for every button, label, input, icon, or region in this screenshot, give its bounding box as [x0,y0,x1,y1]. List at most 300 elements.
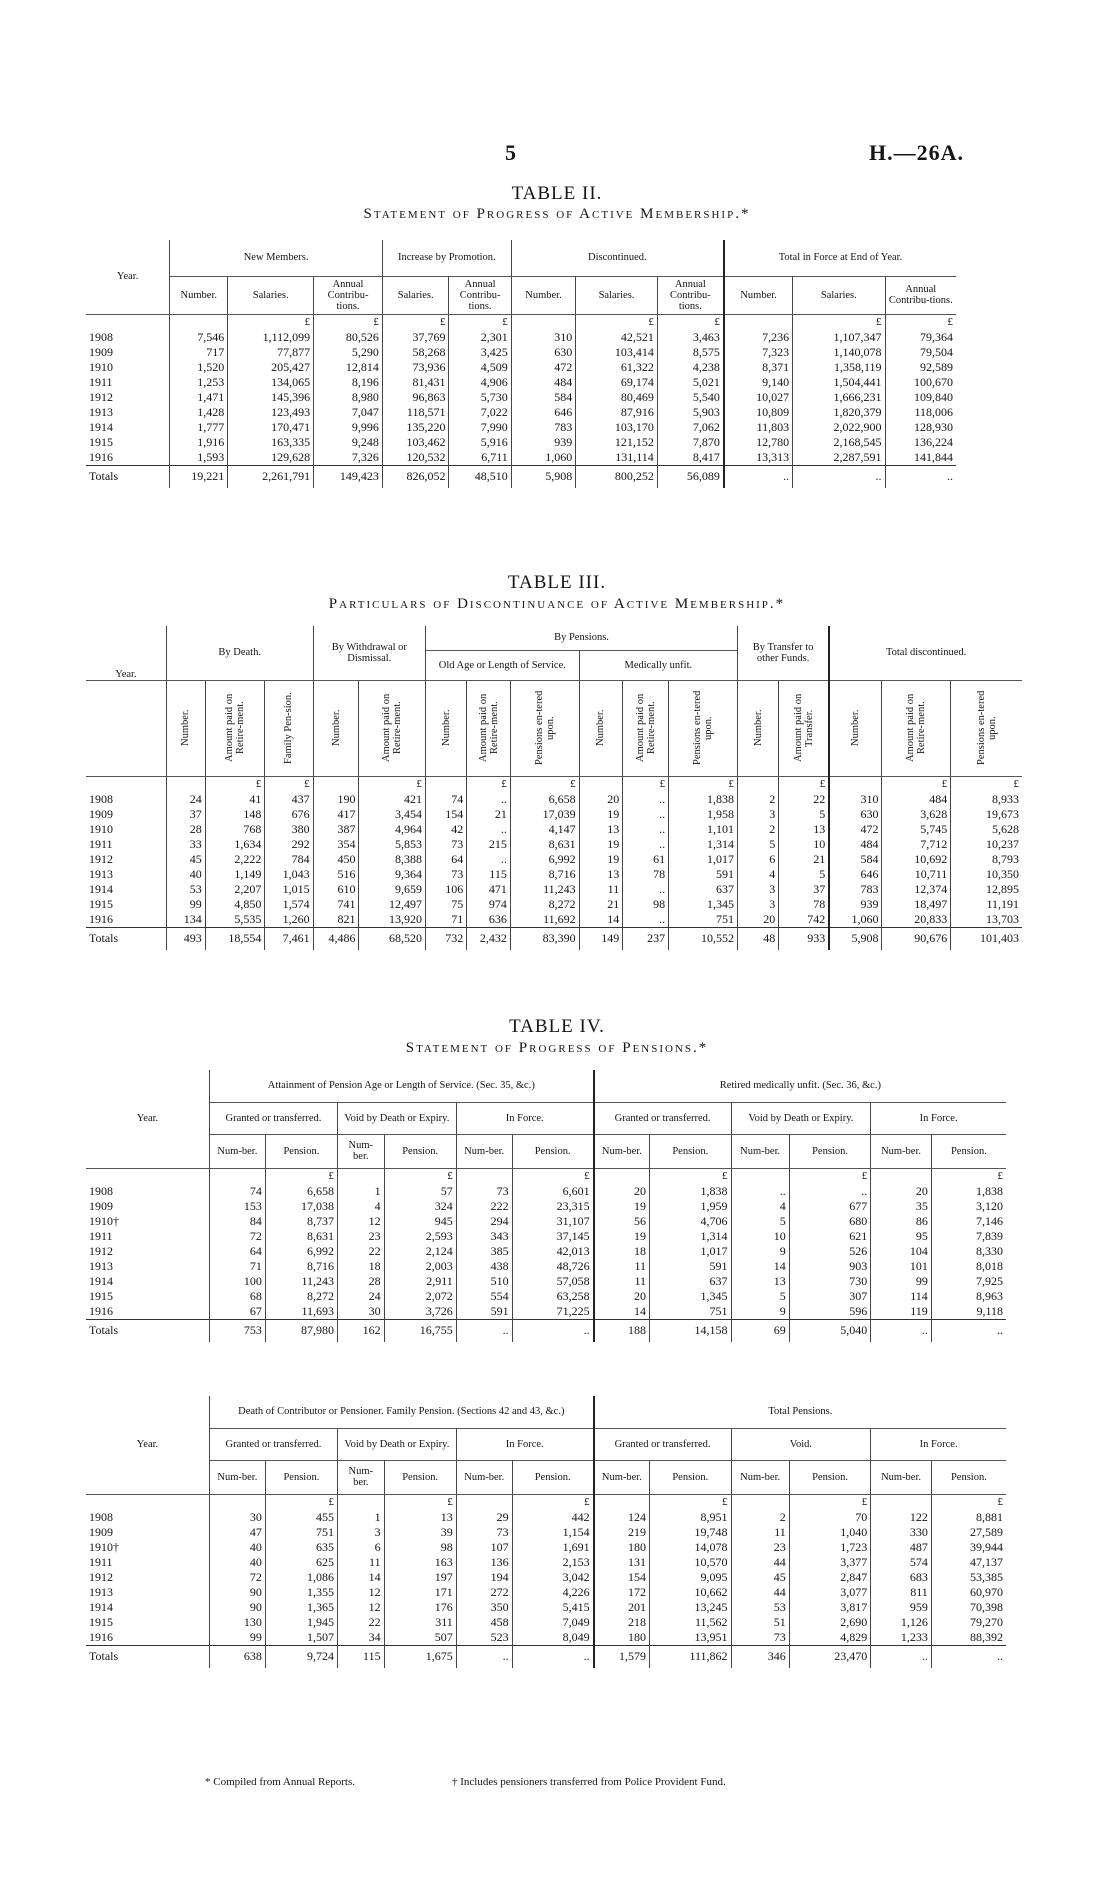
granted-header: Granted or transferred. [209,1102,337,1134]
total-cell: 346 [731,1645,789,1668]
data-cell: 9,364 [359,867,426,882]
data-cell: 47 [209,1525,265,1540]
promotion-header: Increase by Promotion. [382,240,511,276]
table-row [86,1555,1006,1570]
table-row [86,450,956,466]
data-cell: 4,850 [205,897,265,912]
total-cell: .. [456,1645,512,1668]
data-cell: 79,270 [931,1615,1006,1630]
data-cell: 1,345 [650,1289,732,1304]
pensions-entered-header: Pensions en-tered upon. [533,690,556,766]
total-cell: 149,423 [314,465,383,488]
data-cell: 5 [731,1214,789,1229]
attainment-header: Attainment of Pension Age or Length of Service. (Sec. 35, &c.) [209,1070,593,1102]
data-cell: 148 [205,807,265,822]
data-cell: 154 [425,807,466,822]
table-2 [86,240,956,488]
data-cell: 163,335 [228,435,314,450]
pound-sign: £ [657,314,724,330]
data-cell: 84 [209,1214,265,1229]
table-3-title: TABLE III. [507,572,607,593]
data-cell: 20 [579,792,623,807]
data-cell: 1,838 [669,792,738,807]
data-cell: 421 [359,792,426,807]
data-cell: 118,571 [382,405,449,420]
data-cell: 27,589 [931,1525,1006,1540]
data-cell: 10,662 [650,1585,732,1600]
data-cell: 625 [265,1555,337,1570]
total-pensions-header: Total Pensions. [594,1396,1006,1428]
data-cell: 939 [829,897,882,912]
total-cell: 5,908 [829,927,882,950]
data-cell: 5,415 [512,1600,594,1615]
total-cell: 1,675 [384,1645,456,1668]
data-cell: 472 [829,822,882,837]
data-cell: 12,497 [359,897,426,912]
data-cell: 324 [384,1199,456,1214]
data-cell: 222 [456,1199,512,1214]
data-cell: 99 [871,1274,932,1289]
table-3-body [86,776,1022,950]
number-header: Num-ber. [594,1460,650,1494]
data-cell: 20 [871,1184,932,1199]
pound-sign: £ [265,1494,337,1510]
data-cell: 311 [384,1615,456,1630]
data-cell: 53 [731,1600,789,1615]
data-cell: 7,146 [931,1214,1006,1229]
year-cell: 1916 [89,1629,113,1644]
table-2-body [86,314,956,488]
data-cell: 9 [731,1244,789,1259]
data-cell: 7,990 [449,420,511,435]
year-cell: 1915 [89,896,113,911]
data-cell: .. [789,1184,871,1199]
data-cell: 1,507 [265,1630,337,1646]
data-cell: 437 [265,792,313,807]
currency-row [86,314,956,330]
data-cell: 14 [338,1570,385,1585]
footnote-dagger: † Includes pensioners transferred from Police Provident Fund. [452,1776,726,1788]
number-header: Number. [724,276,793,314]
data-cell: 584 [511,390,575,405]
data-cell: 11,562 [650,1615,732,1630]
total-cell: 5,040 [789,1319,871,1342]
data-cell: 201 [594,1600,650,1615]
in-force-header: In Force. [871,1102,1006,1134]
data-cell: 37,145 [512,1229,594,1244]
total-cell: .. [871,1319,932,1342]
data-cell: 5,853 [359,837,426,852]
data-cell: 153 [209,1199,265,1214]
pension-header: Pension. [789,1134,871,1168]
data-cell: 343 [456,1229,512,1244]
data-cell: 100,670 [885,375,956,390]
data-cell: 10 [779,837,829,852]
table-row [86,852,1022,867]
data-cell: 1,471 [170,390,228,405]
data-cell: 7,870 [657,435,724,450]
total-cell: .. [512,1645,594,1668]
data-cell: 610 [313,882,359,897]
total-cell: 101,403 [951,927,1022,950]
pound-sign: £ [359,776,426,792]
pension-header: Pension. [789,1460,871,1494]
data-cell: 44 [731,1555,789,1570]
total-cell: 753 [209,1319,265,1342]
data-cell: 8,963 [931,1289,1006,1304]
data-cell: .. [467,792,511,807]
total-cell: .. [885,465,956,488]
data-cell: 1,428 [170,405,228,420]
page-number: 5 [505,140,516,165]
data-cell: 630 [829,807,882,822]
data-cell: 8,631 [265,1229,337,1244]
data-cell: 1,593 [170,450,228,466]
data-cell: 3,463 [657,330,724,345]
data-cell: 526 [789,1244,871,1259]
pound-sign: £ [650,1168,732,1184]
data-cell: 60,970 [931,1585,1006,1600]
pension-header: Pension. [384,1460,456,1494]
totals-row [86,465,956,488]
data-cell: 100 [209,1274,265,1289]
number-header: Number. [170,276,228,314]
data-cell: 11 [594,1274,650,1289]
data-cell: 37,769 [382,330,449,345]
year-cell: 1912 [89,1569,113,1584]
total-cell: 237 [623,927,669,950]
currency-row [86,1168,1006,1184]
pound-sign: £ [931,1494,1006,1510]
totals-row [86,1319,1006,1342]
data-cell: 190 [313,792,359,807]
data-cell: 12,374 [882,882,951,897]
table-row [86,897,1022,912]
data-cell: 959 [871,1600,932,1615]
total-cell: 2,432 [467,927,511,950]
total-cell: 68,520 [359,927,426,950]
total-cell: 493 [166,927,205,950]
data-cell: 218 [594,1615,650,1630]
data-cell: 11,243 [265,1274,337,1289]
total-cell: 87,980 [265,1319,337,1342]
table-row [86,1510,1006,1525]
data-cell: 2,847 [789,1570,871,1585]
data-cell: 471 [467,882,511,897]
data-cell: 103,462 [382,435,449,450]
data-cell: 53 [166,882,205,897]
data-cell: 6 [338,1540,385,1555]
year-cell: 1911 [89,1554,113,1569]
data-cell: 134,065 [228,375,314,390]
data-cell: 523 [456,1630,512,1646]
data-cell: 8,716 [265,1259,337,1274]
data-cell: 17,038 [265,1199,337,1214]
data-cell: 10,570 [650,1555,732,1570]
data-cell: 6,992 [510,852,579,867]
pound-sign: £ [265,1168,337,1184]
pound-sign: £ [384,1168,456,1184]
data-cell: 21 [779,852,829,867]
data-cell: 19 [579,807,623,822]
data-cell: 11,803 [724,420,793,435]
total-cell: 162 [338,1319,385,1342]
data-cell: 154 [594,1570,650,1585]
data-cell: 2,690 [789,1615,871,1630]
data-cell: 784 [265,852,313,867]
total-cell: 83,390 [510,927,579,950]
data-cell: 591 [456,1304,512,1320]
data-cell: 1,253 [170,375,228,390]
data-cell: 7,546 [170,330,228,345]
annual-contributions-header: Annual Contribu-tions. [885,276,956,314]
footnote-compiled: * Compiled from Annual Reports. [205,1776,356,1788]
data-cell: 783 [511,420,575,435]
data-cell: 21 [579,897,623,912]
pound-sign: £ [789,1494,871,1510]
data-cell: 10,350 [951,867,1022,882]
data-cell: 7,047 [314,405,383,420]
data-cell: 7,925 [931,1274,1006,1289]
data-cell: 1,355 [265,1585,337,1600]
data-cell: 6,711 [449,450,511,466]
data-cell: 11 [594,1259,650,1274]
data-cell: 8,272 [265,1289,337,1304]
void-header: Void. [731,1428,871,1460]
data-cell: .. [623,837,669,852]
data-cell: 12,780 [724,435,793,450]
data-cell: 630 [511,345,575,360]
pound-sign: £ [384,1494,456,1510]
total-cell: 2,261,791 [228,465,314,488]
data-cell: 163 [384,1555,456,1570]
data-cell: 2,301 [449,330,511,345]
total-cell: 4,486 [313,927,359,950]
currency-row [86,776,1022,792]
year-cell: 1914 [89,1599,113,1614]
data-cell: 28 [338,1274,385,1289]
data-cell: 197 [384,1570,456,1585]
salaries-header: Salaries. [793,276,885,314]
data-cell: 86 [871,1214,932,1229]
data-cell: 516 [313,867,359,882]
data-cell: 20 [737,912,778,928]
data-cell: 80,469 [576,390,658,405]
data-cell: 45 [166,852,205,867]
data-cell: 61,322 [576,360,658,375]
amount-retirement-header: Amount paid on Retire-ment. [224,693,247,763]
data-cell: 134 [166,912,205,928]
data-cell: 29 [456,1510,512,1525]
data-cell: 2 [731,1510,789,1525]
data-cell: 37 [779,882,829,897]
data-cell: 2,222 [205,852,265,867]
data-cell: 69,174 [576,375,658,390]
number-header: Number. [511,276,575,314]
total-cell: 149 [579,927,623,950]
total-cell: .. [512,1319,594,1342]
data-cell: 1,017 [669,852,738,867]
year-cell: 1915 [89,434,113,449]
data-cell: 646 [829,867,882,882]
table-row [86,435,956,450]
table-row [86,807,1022,822]
data-cell: 1,574 [265,897,313,912]
data-cell: 6,992 [265,1244,337,1259]
data-cell: 8,417 [657,450,724,466]
data-cell: 9,659 [359,882,426,897]
data-cell: 554 [456,1289,512,1304]
data-cell: 87,916 [576,405,658,420]
data-cell: 8,049 [512,1630,594,1646]
data-cell: 2 [737,792,778,807]
data-cell: 172 [594,1585,650,1600]
table-4-part-b [86,1396,1006,1668]
data-cell: 20 [594,1289,650,1304]
data-cell: 11 [731,1525,789,1540]
data-cell: 11,243 [510,882,579,897]
totals-label: Totals [86,927,166,950]
year-cell: 1911 [89,836,113,851]
data-cell: 12,895 [951,882,1022,897]
data-cell: 8,980 [314,390,383,405]
data-cell: 1,060 [511,450,575,466]
data-cell: 637 [650,1274,732,1289]
data-cell: 1,086 [265,1570,337,1585]
data-cell: 79,364 [885,330,956,345]
data-cell: 13 [579,822,623,837]
table-row [86,1304,1006,1320]
year-cell: 1914 [89,881,113,896]
data-cell: 2,003 [384,1259,456,1274]
data-cell: 8,018 [931,1259,1006,1274]
data-cell: 292 [265,837,313,852]
data-cell: 10,809 [724,405,793,420]
data-cell: 591 [669,867,738,882]
number-header: Number. [595,709,607,747]
number-header: Num-ber. [338,1460,385,1494]
data-cell: 1,112,099 [228,330,314,345]
data-cell: 350 [456,1600,512,1615]
data-cell: 272 [456,1585,512,1600]
data-cell: 8,881 [931,1510,1006,1525]
data-cell: 1,958 [669,807,738,822]
pound-sign: £ [885,314,956,330]
data-cell: 68 [209,1289,265,1304]
data-cell: 2,022,900 [793,420,885,435]
pound-sign: £ [789,1168,871,1184]
data-cell: 1,260 [265,912,313,928]
granted-header: Granted or transferred. [209,1428,337,1460]
data-cell: 717 [170,345,228,360]
year-cell: 1912 [89,1243,113,1258]
data-cell: 13,920 [359,912,426,928]
data-cell: 98 [384,1540,456,1555]
data-cell: 14,078 [650,1540,732,1555]
total-cell: 826,052 [382,465,449,488]
data-cell: 3,628 [882,807,951,822]
totals-label: Totals [86,1645,209,1668]
year-cell: 1909 [89,806,113,821]
pound-sign: £ [650,1494,732,1510]
data-cell: 101 [871,1259,932,1274]
data-cell: 751 [669,912,738,928]
data-cell: 129,628 [228,450,314,466]
data-cell: 680 [789,1214,871,1229]
year-cell: 1914 [89,1273,113,1288]
data-cell: 484 [511,375,575,390]
number-header: Num-ber. [209,1134,265,1168]
data-cell: 39 [384,1525,456,1540]
data-cell: 40 [209,1555,265,1570]
data-cell: 71 [209,1259,265,1274]
data-cell: 109,840 [885,390,956,405]
old-age-header: Old Age or Length of Service. [425,650,579,680]
new-members-header: New Members. [170,240,383,276]
data-cell: 22 [338,1615,385,1630]
pension-header: Pension. [650,1460,732,1494]
total-cell: 188 [594,1319,650,1342]
data-cell: 307 [789,1289,871,1304]
pound-sign: £ [510,776,579,792]
data-cell: 19 [594,1229,650,1244]
pension-header: Pension. [512,1134,594,1168]
data-cell: 81,431 [382,375,449,390]
pension-header: Pension. [512,1460,594,1494]
data-cell: 122 [871,1510,932,1525]
number-header: Num-ber. [594,1134,650,1168]
data-cell: 120,532 [382,450,449,466]
data-cell: 13,245 [650,1600,732,1615]
total-cell: 638 [209,1645,265,1668]
data-cell: 73 [731,1630,789,1646]
data-cell: 42,521 [576,330,658,345]
year-cell: 1916 [89,1303,113,1318]
table-3-subtitle: Particulars of Discontinuance of Active Membership.* [328,596,786,612]
data-cell: 5,730 [449,390,511,405]
data-cell: 42,013 [512,1244,594,1259]
in-force-header: In Force. [456,1102,593,1134]
table-row [86,792,1022,807]
data-cell: 18 [594,1244,650,1259]
totals-row [86,1645,1006,1668]
table-row [86,1259,1006,1274]
data-cell: 450 [313,852,359,867]
data-cell: 106 [425,882,466,897]
data-cell: 442 [512,1510,594,1525]
total-cell: 1,579 [594,1645,650,1668]
table-row [86,375,956,390]
data-cell: 12 [338,1585,385,1600]
pound-sign: £ [793,314,885,330]
data-cell: 4,147 [510,822,579,837]
data-cell: .. [623,792,669,807]
data-cell: 13,703 [951,912,1022,928]
amount-retirement-header: Amount paid on Retire-ment. [477,693,500,763]
data-cell: 88,392 [931,1630,1006,1646]
data-cell: 28 [166,822,205,837]
amount-retirement-header: Amount paid on Retire-ment. [634,693,657,763]
table-row [86,1214,1006,1229]
data-cell: .. [467,822,511,837]
total-cell: 7,461 [265,927,313,950]
data-cell: 584 [829,852,882,867]
data-cell: 118,006 [885,405,956,420]
data-cell: 57,058 [512,1274,594,1289]
data-cell: 484 [882,792,951,807]
data-cell: 1,691 [512,1540,594,1555]
number-header: Number. [752,709,764,747]
